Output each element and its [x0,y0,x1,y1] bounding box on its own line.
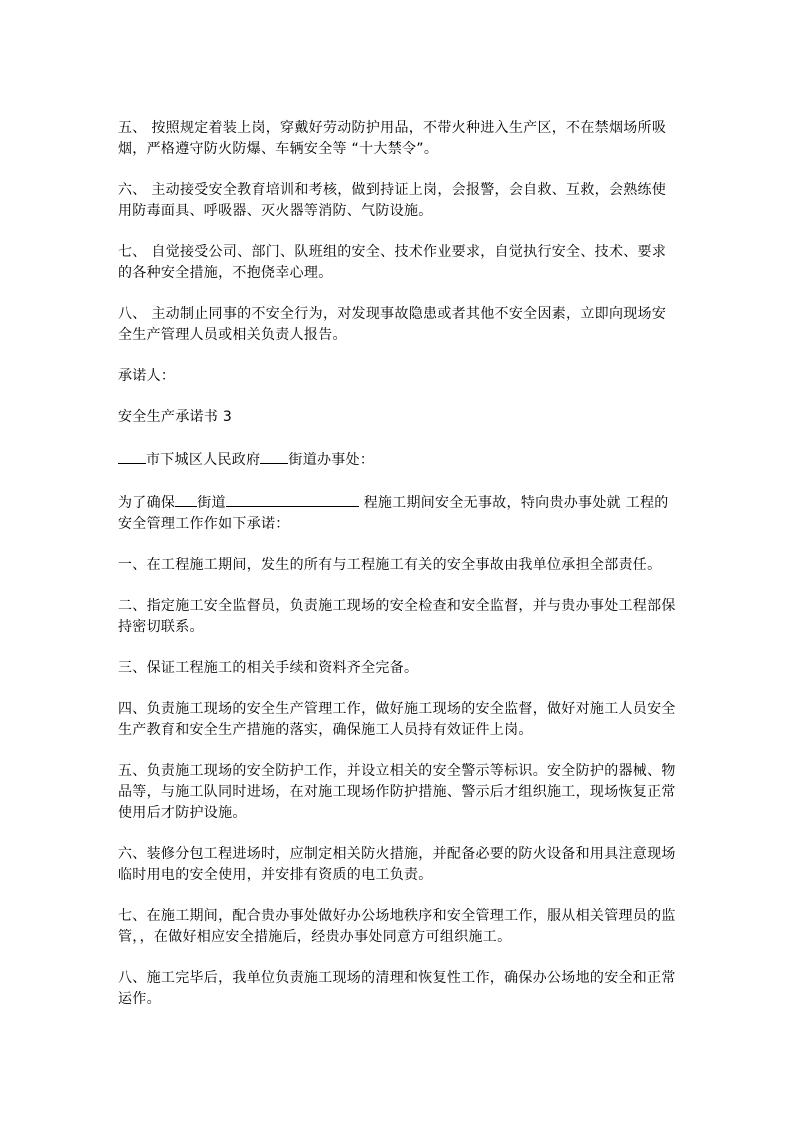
intro-paragraph [118,491,678,535]
intro-text: 街道 [197,495,226,511]
pledge-number: 五、 [118,120,147,136]
section-title: 安全生产承诺书 3 [118,409,233,425]
blank-underline [175,491,197,507]
addressee-office: 街道办事处： [288,452,375,468]
pledge-text: 按照规定着装上岗，穿戴好劳动防护用品，不带火种进入生产区，不在禁烟场所吸烟，严格遵守防火防爆、车辆安全等 “十大禁令”。 [118,120,667,157]
commitment-item-7: 七、在施工期间，配合贵办事处做好办公场地秩序和安全管理工作，服从相关管理员的监管，，在做好相应安全措施后，经贵办事处同意方可组织施工。 [118,908,676,945]
pledge-text: 主动制止同事的不安全行为，对发现事故隐患或者其他不安全因素，立即向现场安全生产管理人员或相关负责人报告。 [118,306,667,343]
commitment-item-1: 一、在工程施工期间，发生的所有与工程施工有关的安全事故由我单位承担全部责任。 [118,557,662,573]
commitment-item-6: 六、装修分包工程进场时，应制定相关防火措施，并配备必要的防火设备和用具注意现场临时用电的安全使用，并安排有资质的电工负责。 [118,846,676,883]
commitment-item-4: 四、负责施工现场的安全生产管理工作，做好施工现场的安全监督，做好对施工人员安全生产教育和安全生产措施的落实，确保施工人员持有效证件上岗。 [118,701,676,738]
pledge-number: 六、 [118,182,147,198]
pledge-number: 八、 [118,306,147,322]
blank-underline [260,448,288,464]
blank-underline [226,491,359,507]
pledge-number: 七、 [118,244,147,260]
pledge-text: 主动接受安全教育培训和考核，做到持证上岗，会报警，会自救、互救，会熟练使用防毒面具、呼吸器、灭火器等消防、气防设施。 [118,182,667,219]
document-page [118,118,678,1030]
pledge-item-8 [118,304,678,346]
addressee-gov: 市下城区人民政府 [146,452,261,468]
commitment-item-2: 二、指定施工安全监督员，负责施工现场的安全检查和安全监督，并与贵办事处工程部保持密切联系。 [118,598,676,635]
intro-text: 程施工期间安全无事故，特向贵办事处就 工程的安全管理工作作如下承诺： [118,495,669,532]
commitment-item-5: 五、负责施工现场的安全防护工作，并设立相关的安全警示等标识。安全防护的器械、物品等，与施工队同时进场，在对施工现场作防护措施、警示后才组织施工，现场恢复正常使用后才防护设施。 [118,763,676,821]
addressee-line [118,448,678,471]
blank-underline [118,448,146,464]
signer-label: 承诺人： [118,368,176,384]
intro-text: 为了确保 [118,495,176,511]
pledge-item-7 [118,242,678,284]
pledge-text: 自觉接受公司、部门、队班组的安全、技术作业要求，自觉执行安全、技术、要求的各种安全措施，不抱侥幸心理。 [118,244,667,281]
commitment-item-8: 八、施工完毕后，我单位负责施工现场的清理和恢复性工作，确保办公场地的安全和正常运作。 [118,970,676,1007]
pledge-item-5 [118,118,678,160]
pledge-item-6 [118,180,678,222]
commitment-item-3: 三、保证工程施工的相关手续和资料齐全完备。 [118,660,419,676]
